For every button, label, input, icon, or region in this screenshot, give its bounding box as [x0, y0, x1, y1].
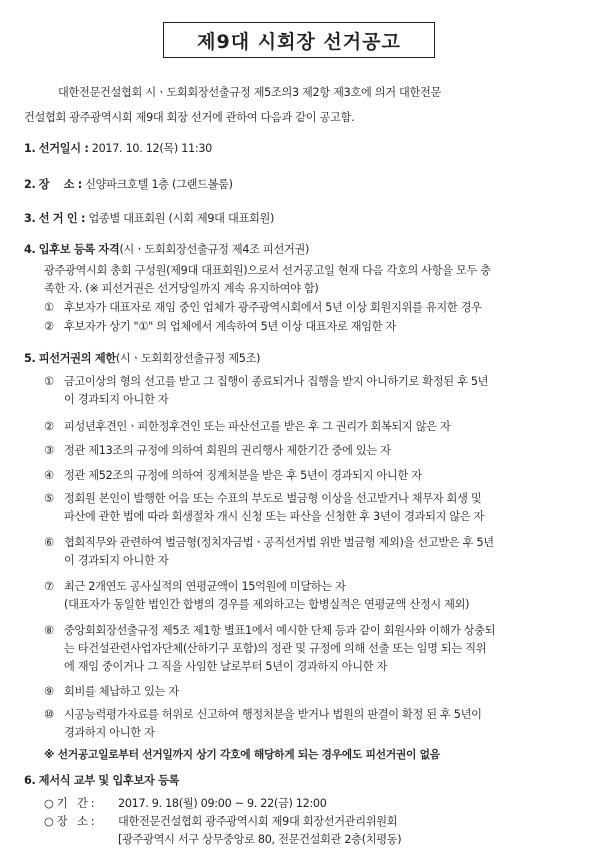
item-number: ⑤ [44, 492, 54, 505]
restriction-item [44, 534, 494, 552]
item-text: 회비를 체납하고 있는 자 [64, 685, 179, 698]
item-text: 피성년후견인ㆍ피한정후견인 또는 파산선고를 받은 후 그 권리가 회복되지 않은 자 [64, 420, 451, 433]
item-text: 후보자가 상기 "①" 의 업체에서 계속하여 5년 이상 대표자로 재임한 자 [64, 320, 396, 333]
item-text: 협회직무와 관련하여 벌금형(정치자금법ㆍ공직선거법 위반 벌금형 제외)을 선고받은 후 5년 [64, 536, 494, 549]
restriction-item [44, 490, 481, 508]
item-text: 정회원 본인이 발행한 어음 또는 수표의 부도로 벌금형 이상을 선고받거나 채무자 회생 및 [64, 492, 482, 505]
section-value: 신양파크호텔 1층 (그랜드볼룸) [85, 178, 233, 191]
section-label: 장 소 : [38, 178, 82, 191]
section-number: 3. [24, 212, 36, 225]
eligibility-item [44, 318, 396, 336]
restriction-item-continued: 이 경과되지 아니한 자 [64, 554, 169, 567]
registration-address: [광주광역시 서구 상무중앙로 80, 전문건설회관 2층(치평동) [118, 833, 402, 846]
item-number: ⑥ [44, 536, 54, 549]
section-value: 2017. 10. 12(목) 11:30 [91, 142, 212, 155]
restriction-item [44, 467, 422, 485]
restriction-note: ※ 선거공고일로부터 선거일까지 상기 각호에 해당하게 되는 경우에도 피선거권이 없음 [44, 748, 440, 761]
notice-title: 제9대 시회장 선거공고 [163, 22, 435, 58]
item-number: ⑦ [44, 580, 54, 593]
restriction-item-continued: 경과하지 아니한 자 [64, 726, 155, 739]
item-text: 금고이상의 형의 선고를 받고 그 집행이 종료되거나 집행을 받지 아니하기로 확정된 후 5년 [64, 375, 489, 388]
item-number: ① [44, 301, 54, 314]
section-venue [24, 176, 233, 194]
restriction-item [44, 706, 482, 724]
item-text: 정관 제52조의 규정에 의하여 징계처분을 받은 후 5년이 경과되지 아니한 자 [64, 469, 422, 482]
section-value: 업종별 대표회원 (시회 제9대 대표회원) [88, 212, 275, 225]
place-value: 대한전문건설협회 광주광역시회 제9대 회장선거관리위원회 [118, 815, 398, 828]
item-text: 최근 2개연도 공사실적의 연평균액이 15억원에 미달하는 자 [64, 580, 346, 593]
item-text: 시공능력평가자료를 허위로 신고하여 행정처분을 받거나 법원의 판결이 확정 된 후 5년이 [64, 708, 482, 721]
section-label: 선 거 인 : [38, 212, 86, 225]
registration-period [44, 795, 327, 813]
eligibility-para-line-1: 광주광역시회 총회 구성원(제9대 대표회원)으로서 선거공고일 현재 다음 각호의 사항을 모두 충 [44, 264, 491, 277]
restriction-item [44, 373, 488, 391]
item-text: 중앙회회장선출규정 제5조 제1항 별표1에서 예시한 단체 등과 같이 회원사와 이해가 상충되 [64, 624, 496, 637]
section-voters [24, 210, 274, 228]
intro-line-1: 대한전문건설협회 시ㆍ도회회장선출규정 제5조의3 제2항 제3호에 의거 대한전문 [58, 86, 442, 99]
section-label: 제서식 교부 및 입후보자 등록 [38, 774, 180, 787]
restriction-item [44, 442, 391, 460]
section-election-datetime [24, 140, 212, 158]
restriction-item-continued: 에 재임 중이거나 그 직을 사임한 날로부터 5년이 경과하지 아니한 자 [64, 660, 388, 673]
restriction-item [44, 622, 495, 640]
item-number: ② [44, 420, 54, 433]
section-reference: (시ㆍ도회회장선출규정 제5조) [115, 352, 261, 365]
section-label: 피선거권의 제한 [38, 352, 116, 365]
item-number: ⑧ [44, 624, 54, 637]
restriction-item [44, 578, 346, 596]
eligibility-item [44, 299, 482, 317]
section-number: 2. [24, 178, 36, 191]
period-value: 2017. 9. 18(월) 09:00 ~ 9. 22(금) 12:00 [118, 797, 327, 810]
section-label: 선거일시 : [38, 142, 89, 155]
item-number: ① [44, 375, 54, 388]
restriction-item-continued: 파산에 관한 법에 따라 회생절차 개시 신청 또는 파산을 신청한 후 3년이 경과되지 않은 자 [64, 510, 485, 523]
section-label: 입후보 등록 자격 [38, 243, 120, 256]
restriction-item [44, 683, 179, 701]
place-label: ○ 장 소 : [44, 815, 95, 828]
section-number: 6. [24, 774, 36, 787]
restriction-item-continued: 는 타건설관련사업자단체(산하기구 포함)의 정관 및 규정에 의해 선출 또는 임명 되는 직위 [64, 642, 487, 655]
item-text: 후보자가 대표자로 재임 중인 업체가 광주광역시회에서 5년 이상 회원지위를 유지한 경우 [64, 301, 482, 314]
section-eligibility-heading [24, 241, 309, 259]
item-text: 정관 제13조의 규정에 의하여 회원의 권리행사 제한기간 중에 있는 자 [64, 444, 391, 457]
section-number: 1. [24, 142, 36, 155]
period-label: ○ 기 간 : [44, 797, 95, 810]
section-restrictions-heading [24, 350, 260, 368]
item-number: ② [44, 320, 54, 333]
section-reference: (시ㆍ도회회장선출규정 제4조 피선거권) [119, 243, 310, 256]
item-number: ④ [44, 469, 54, 482]
registration-place [44, 813, 397, 831]
restriction-item-continued: 이 경과되지 아니한 자 [64, 393, 169, 406]
restriction-item [44, 418, 451, 436]
item-number: ⑩ [44, 708, 54, 721]
item-number: ③ [44, 444, 54, 457]
section-registration-heading [24, 772, 179, 790]
item-number: ⑨ [44, 685, 54, 698]
intro-paragraph [24, 80, 584, 130]
eligibility-para-line-2: 족한 자. (※ 피선거권은 선거당일까지 계속 유지하여야 함) [44, 282, 319, 295]
section-number: 4. [24, 243, 36, 256]
restriction-item-continued: (대표자가 동일한 법인간 합병의 경우를 제외하고는 합병실적은 연평균액 산정시 제외) [64, 598, 470, 611]
section-number: 5. [24, 352, 36, 365]
intro-line-2: 건설협회 광주광역시회 제9대 회장 선거에 관하여 다음과 같이 공고함. [24, 111, 355, 124]
